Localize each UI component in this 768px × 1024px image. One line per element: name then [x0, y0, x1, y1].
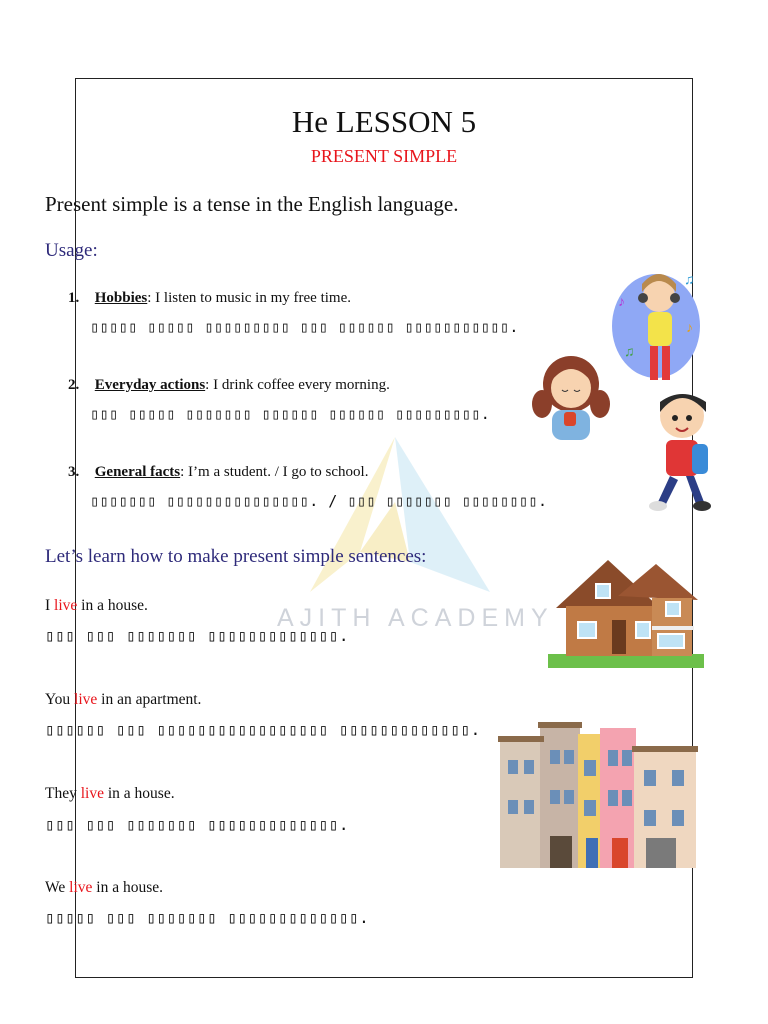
- example-rest: in a house.: [77, 597, 148, 614]
- item-sentence: : I drink coffee every morning.: [205, 377, 390, 393]
- example-3: [45, 785, 175, 803]
- example-subject: They: [45, 785, 81, 802]
- item-sentence: : I listen to music in my free time.: [147, 290, 351, 306]
- item-number: 3.: [68, 464, 80, 480]
- example-rest: in a house.: [92, 879, 164, 896]
- usage-item-3-malayalam: ▯▯▯▯▯▯▯ ▯▯▯▯▯▯▯▯▯▯▯▯▯▯▯. / ▯▯▯ ▯▯▯▯▯▯▯ ▯▯▯▯▯▯▯▯.: [90, 492, 548, 510]
- item-number: 2.: [68, 377, 80, 393]
- example-verb: live: [74, 691, 98, 708]
- example-4-malayalam: ▯▯▯▯▯ ▯▯▯ ▯▯▯▯▯▯▯ ▯▯▯▯▯▯▯▯▯▯▯▯▯.: [45, 908, 370, 927]
- example-rest: in an apartment.: [97, 691, 202, 708]
- item-sentence: : I’m a student. / I go to school.: [180, 464, 369, 480]
- example-3-malayalam: ▯▯▯ ▯▯▯ ▯▯▯▯▯▯▯ ▯▯▯▯▯▯▯▯▯▯▯▯▯.: [45, 815, 349, 834]
- girl-music-icon: [604, 262, 704, 384]
- example-2: [45, 691, 201, 709]
- example-verb: live: [69, 879, 93, 896]
- item-number: 1.: [68, 290, 80, 306]
- watermark-text: AJITH ACADEMY: [277, 604, 554, 632]
- girl-drinking-icon: [530, 348, 612, 448]
- page-title: He LESSON 5: [291, 104, 477, 139]
- usage-item-2-malayalam: ▯▯▯ ▯▯▯▯▯ ▯▯▯▯▯▯▯ ▯▯▯▯▯▯ ▯▯▯▯▯▯ ▯▯▯▯▯▯▯▯▯.: [90, 405, 491, 423]
- example-subject: You: [45, 691, 75, 708]
- usage-item-1: [68, 290, 351, 307]
- item-label: General facts: [94, 464, 181, 480]
- example-subject: We: [45, 879, 70, 896]
- watermark-logo-icon: [300, 432, 500, 602]
- example-1-malayalam: ▯▯▯ ▯▯▯ ▯▯▯▯▯▯▯ ▯▯▯▯▯▯▯▯▯▯▯▯▯.: [45, 626, 349, 645]
- example-2-malayalam: ▯▯▯▯▯▯ ▯▯▯ ▯▯▯▯▯▯▯▯▯▯▯▯▯▯▯▯▯ ▯▯▯▯▯▯▯▯▯▯▯▯▯.: [45, 720, 481, 739]
- usage-item-3: [68, 464, 368, 481]
- usage-item-1-malayalam: ▯▯▯▯▯ ▯▯▯▯▯ ▯▯▯▯▯▯▯▯▯ ▯▯▯ ▯▯▯▯▯▯ ▯▯▯▯▯▯▯▯▯▯▯.: [90, 318, 519, 336]
- usage-item-2: [68, 377, 390, 394]
- usage-heading: Usage:: [45, 240, 98, 261]
- svg-text:♪: ♪: [618, 295, 625, 310]
- svg-text:♫: ♫: [624, 345, 635, 360]
- house-icon: [548, 556, 704, 668]
- learn-heading: Let’s learn how to make present simple sentences:: [45, 546, 427, 567]
- example-1: [45, 597, 148, 615]
- example-verb: live: [80, 785, 104, 802]
- item-label: Hobbies: [94, 290, 148, 306]
- item-label: Everyday actions: [94, 377, 206, 393]
- apartment-icon: [494, 720, 700, 872]
- intro-text: Present simple is a tense in the English language.: [45, 192, 459, 216]
- example-rest: in a house.: [103, 785, 175, 802]
- page-subtitle: PRESENT SIMPLE: [310, 146, 458, 166]
- boy-walking-icon: [642, 386, 718, 516]
- svg-text:♪: ♪: [686, 321, 693, 336]
- example-4: [45, 879, 163, 897]
- svg-text:♫: ♫: [684, 273, 695, 288]
- example-subject: I: [45, 597, 55, 614]
- example-verb: live: [54, 597, 78, 614]
